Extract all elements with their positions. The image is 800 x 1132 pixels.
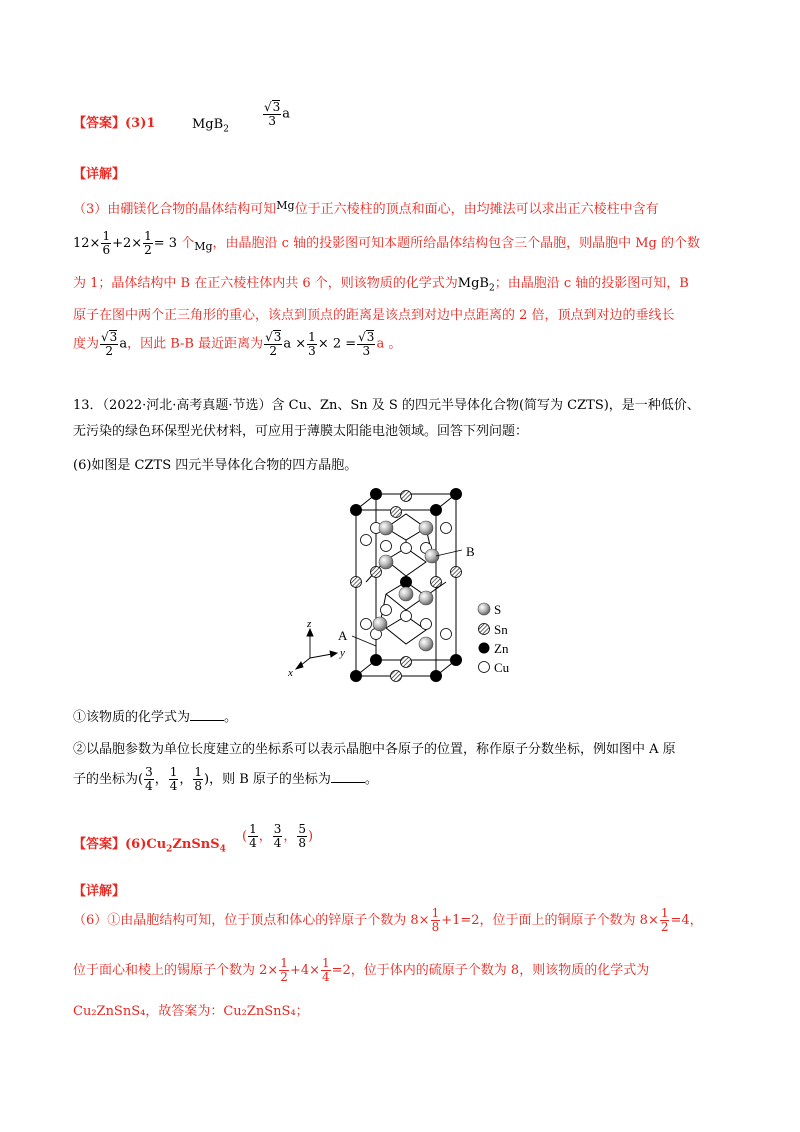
axis-y: y bbox=[340, 647, 345, 659]
detail1-line4: 原子在图中两个正三角形的重心，该点到顶点的距离是该点到对边中点距离的 2 倍，顶点到对边的垂线长 bbox=[73, 308, 675, 323]
detail2-line2: 位于面心和棱上的锡原子个数为 2× $\frac{1}{2}$ +4× $\frac{1}{4}$ =2，位于体内的硫原子个数为 8，则该物质的化学式为 bbox=[73, 956, 650, 984]
answer-label-6: 【答案】$(6)Cu_2ZnSnS_4$ bbox=[73, 837, 226, 855]
q13-line1: 13．（2022·河北·高考真题·节选）含 Cu、Zn、Sn 及 S 的四元半导体化合物(简写为 CZTS)，是一种低价、 bbox=[73, 398, 700, 413]
crystal-cell-figure bbox=[280, 484, 540, 684]
legend-cu: Cu bbox=[494, 660, 510, 675]
detail1-line5: 度为 $\frac{√3}{2}$ a，因此 B-B 最近距离为 $\frac{√3}{2}$ a × $\frac{1}{3}$ × 2 = $\frac{√3}{3}$ a 。 bbox=[73, 329, 402, 358]
legend-s: S bbox=[494, 602, 502, 617]
answer-coordinates: ( $\frac{1}{4}$ ， $\frac{3}{4}$ ， $\frac{5}{8}$ ) bbox=[242, 822, 314, 850]
detail1-line2: 12× $\frac{1}{6}$ +2× $\frac{1}{2}$ = 3 个$_{Mg}$，由晶胞沿 c 轴的投影图可知本题所给晶体结构包含三个晶胞，则晶胞中 Mg 的个数 bbox=[73, 229, 700, 257]
detail-label-2: 【详解】 bbox=[73, 884, 126, 899]
detail1-line1: （3）由硼镁化合物的晶体结构可知$^{Mg}$位于正六棱柱的顶点和面心，由均摊法可以求出正六棱柱中含有 bbox=[73, 199, 659, 217]
q13-line3: (6)如图是 CZTS 四元半导体化合物的四方晶胞。 bbox=[73, 458, 358, 473]
detail2-line1: （6）①由晶胞结构可知，位于顶点和体心的锌原子个数为 8× $\frac{1}{8}$ +1=2，位于面上的铜原子个数为 8× $\frac{1}{2}$ =4， bbox=[73, 906, 703, 934]
legend-zn-icon bbox=[479, 643, 490, 654]
answer-distance: $\frac{√3}{3}$ a bbox=[264, 100, 291, 128]
sub-question-1: ①该物质的化学式为 。 bbox=[73, 710, 238, 725]
axis-z: z bbox=[307, 618, 312, 630]
detail1-line3: 为 1；晶体结构中 B 在正六棱柱体内共 6 个，则该物质的化学式为MgB$_2$；由晶胞沿 c 轴的投影图可知，B bbox=[73, 276, 689, 294]
answer-formula-mgb2: MgB$_2$ bbox=[192, 117, 229, 135]
axis-x: x bbox=[288, 667, 293, 679]
legend-zn: Zn bbox=[494, 641, 509, 656]
sub-question-2-line2: 子的坐标为( $\frac{3}{4}$ ， $\frac{1}{4}$ ， $\frac{1}{8}$ )，则 B 原子的坐标为 。 bbox=[73, 765, 378, 793]
detail-label-1: 【详解】 bbox=[73, 167, 126, 182]
legend-cu-icon bbox=[479, 662, 490, 673]
detail2-line3: Cu₂ZnSnS₄，故答案为：Cu₂ZnSnS₄； bbox=[73, 1004, 309, 1019]
q13-line2: 无污染的绿色环保型光伏材料，可应用于薄膜太阳能电池领域。回答下列问题： bbox=[73, 424, 529, 439]
legend-s-icon bbox=[478, 603, 490, 615]
sub-question-2-line1: ②以晶胞参数为单位长度建立的坐标系可以表示晶胞中各原子的位置，称作原子分数坐标，例如图中 A 原 bbox=[73, 742, 676, 757]
label-a: A bbox=[338, 628, 348, 643]
legend-sn-icon bbox=[479, 624, 490, 635]
label-b: B bbox=[466, 544, 475, 559]
legend-sn: Sn bbox=[494, 622, 508, 637]
answer-label-3: 【答案】(3)1 bbox=[73, 116, 156, 131]
